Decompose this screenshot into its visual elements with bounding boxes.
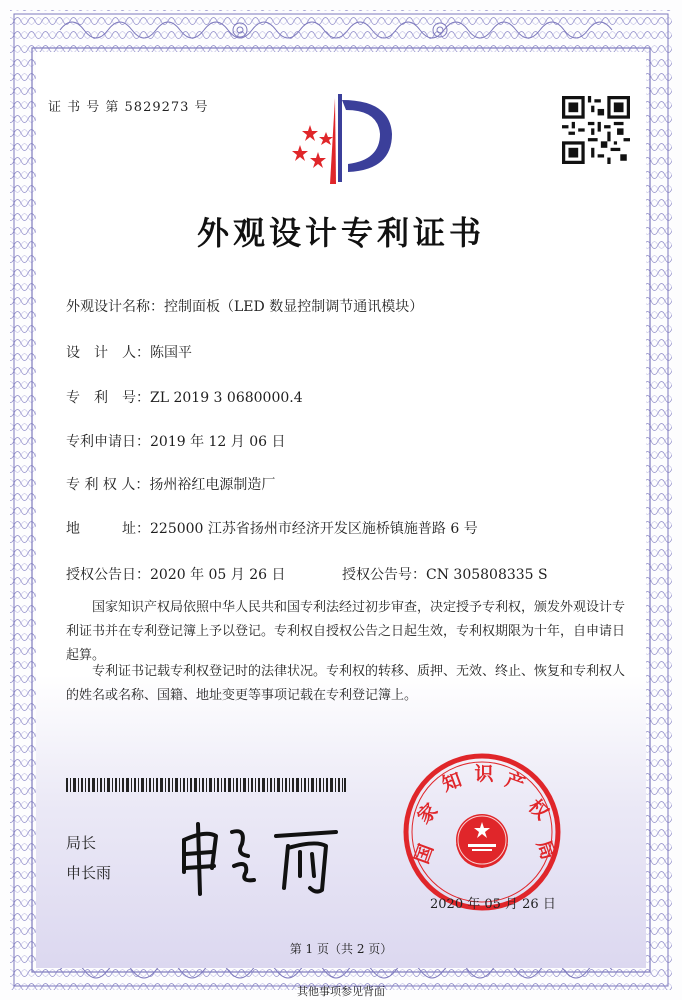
qr-code <box>562 96 630 164</box>
svg-text:知: 知 <box>439 768 465 796</box>
svg-text:局: 局 <box>532 837 560 863</box>
page-number: 第 1 页（共 2 页） <box>289 942 393 956</box>
director-title: 局长 <box>66 834 97 852</box>
address-value: 225000 江苏省扬州市经济开发区施桥镇施普路 6 号 <box>150 521 478 537</box>
svg-text:国: 国 <box>410 841 438 867</box>
director-name: 申长雨 <box>66 864 112 882</box>
director-signature <box>176 810 356 900</box>
grant-number-value: CN 305808335 S <box>426 567 548 583</box>
patent-number-row <box>66 387 303 407</box>
filing-date-label: 专利申请日： <box>66 434 150 450</box>
design-name-label: 外观设计名称： <box>66 299 164 315</box>
certificate-number: 证 书 号 第 5829273 号 <box>48 100 209 115</box>
svg-text:权: 权 <box>523 795 553 825</box>
filing-date-value: 2019 年 12 月 06 日 <box>150 434 286 450</box>
address-row <box>66 518 478 538</box>
certificate-title: 外观设计专利证书 <box>196 214 485 252</box>
grant-date-label: 授权公告日： <box>66 567 150 583</box>
patent-number-label: 专 利 号： <box>66 390 150 406</box>
patent-number-value: ZL 2019 3 0680000.4 <box>150 390 303 406</box>
address-label: 地 址： <box>66 521 150 537</box>
legal-status-paragraph: 专利证书记载专利权登记时的法律状况。专利权的转移、质押、无效、终止、恢复和专利权人的姓名或名称、国籍、地址变更等事项记载在专利登记簿上。 <box>66 664 626 703</box>
grant-date-row <box>66 564 286 584</box>
filing-date-row <box>66 431 286 451</box>
barcode <box>66 778 346 792</box>
patentee-value: 扬州裕红电源制造厂 <box>149 477 276 493</box>
grant-number-label: 授权公告号： <box>342 567 426 583</box>
designer-label: 设 计 人： <box>66 345 150 361</box>
patentee-label: 专 利 权 人： <box>66 477 150 493</box>
patentee-row <box>66 474 275 494</box>
design-name-row <box>66 296 423 316</box>
designer-value: 陈国平 <box>150 345 192 361</box>
svg-text:家: 家 <box>413 799 443 829</box>
svg-text:产: 产 <box>502 768 528 796</box>
cnipa-emblem-icon <box>280 90 410 190</box>
official-seal <box>402 752 562 912</box>
grant-date-value: 2020 年 05 月 26 日 <box>150 567 286 583</box>
svg-text:识: 识 <box>474 763 494 785</box>
design-name-value: 控制面板（LED 数显控制调节通讯模块） <box>164 299 424 315</box>
footer-note: 其他事项参见背面 <box>297 985 385 998</box>
grant-number-row <box>342 564 548 584</box>
seal-date: 2020 年 05 月 26 日 <box>430 897 556 912</box>
grant-paragraph: 国家知识产权局依照中华人民共和国专利法经过初步审查，决定授予专利权，颁发外观设计专利证书并在专利登记簿上予以登记。专利权自授权公告之日起生效，专利权期限为十年，自申请日起算。 <box>66 600 626 663</box>
designer-row <box>66 342 192 362</box>
